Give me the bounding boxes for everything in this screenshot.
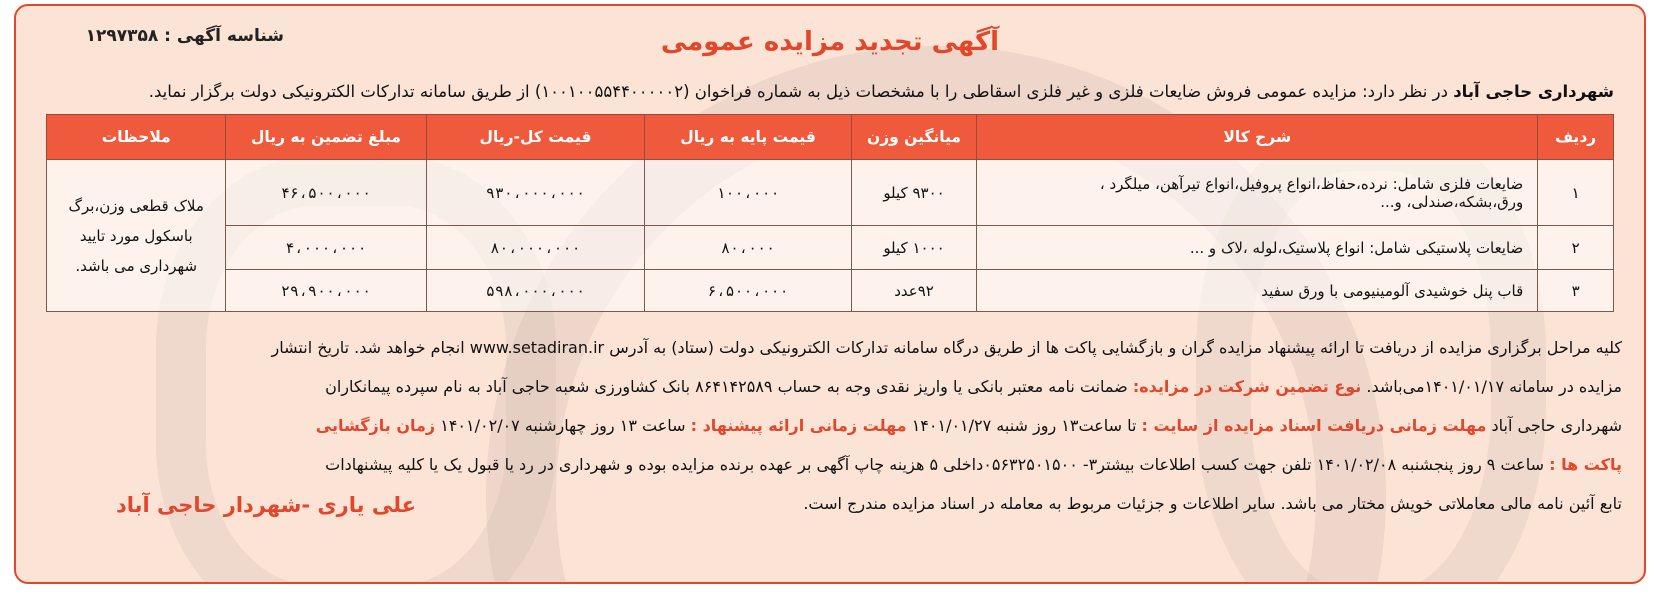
cell-total-price: ۵۹۸،۰۰۰،۰۰۰ — [426, 270, 645, 312]
table-row — [47, 270, 1614, 312]
cell-guarantee: ۲۹،۹۰۰،۰۰۰ — [226, 270, 426, 312]
cell-weight: ۹۲عدد — [851, 270, 976, 312]
cell-row-number: ۲ — [1538, 226, 1614, 270]
terms-line-3-start: شهرداری حاجی آباد — [1486, 416, 1622, 435]
terms-line-2 — [28, 367, 1622, 406]
guarantee-type-label: نوع تضمین شرکت در مزایده: — [1132, 377, 1362, 396]
cell-guarantee: ۴۶،۵۰۰،۰۰۰ — [226, 160, 426, 226]
cell-row-number: ۱ — [1538, 160, 1614, 226]
note-line: باسکول مورد تایید — [79, 226, 193, 245]
header-description: شرح کالا — [977, 115, 1538, 160]
offer-deadline-text: ساعت ۱۳ روز چهارشنبه ۱۴۰۱/۰۲/۰۷ — [435, 416, 691, 435]
opening-time-text: ساعت ۹ روز پنجشنبه ۱۴۰۱/۰۲/۰۸ تلفن جهت کسب اطلاعات بیشتر۳- ۰۵۶۳۲۵۰۱۵۰۰داخلی ۵ هزینه چاپ آگهی بر عهده برنده مزایده بوده و شهرداری در رد یا قبول یک یا کلیه پیشنهادات — [325, 455, 1550, 474]
header-base-price: قیمت پایه به ریال — [645, 115, 851, 160]
cell-description: ضایعات فلزی شامل: نرده،حفاظ،انواع پروفیل،انواع تیرآهن، میلگرد ، ورق،بشکه،صندلی، و... — [977, 160, 1538, 226]
cell-weight: ۹۳۰۰ کیلو — [851, 160, 976, 226]
terms-line-4 — [28, 445, 1622, 484]
terms-line-3 — [28, 406, 1622, 445]
cell-base-price: ۱۰۰،۰۰۰ — [645, 160, 851, 226]
cell-base-price: ۶،۵۰۰،۰۰۰ — [645, 270, 851, 312]
signature: علی یاری -شهردار حاجی آباد — [115, 493, 416, 517]
intro-paragraph — [26, 80, 1614, 104]
ad-id: شناسه آگهی : ۱۲۹۷۳۵۸ — [85, 26, 284, 46]
cell-row-number: ۳ — [1538, 270, 1614, 312]
envelopes-label: پاکت ها : — [1549, 455, 1622, 474]
table-header-row — [47, 115, 1614, 160]
cell-base-price: ۸۰،۰۰۰ — [645, 226, 851, 270]
cell-total-price: ۸۰،۰۰۰،۰۰۰ — [426, 226, 645, 270]
cell-description: ضایعات پلاستیکی شامل: انواع پلاستیک،لوله ،لاک و ... — [977, 226, 1538, 270]
organization-name: شهرداری حاجی آباد — [1453, 82, 1614, 101]
intro-text: در نظر دارد: مزایده عمومی فروش ضایعات فلزی و غیر فلزی اسقاطی را با مشخصات ذیل به شماره فراخوان (۱۰۰۱۰۰۵۵۴۴۰۰۰۰۰۲) از طریق سامانه تدارکات الکترونیکی دولت برگزار نماید. — [148, 82, 1454, 101]
cell-description: قاب پنل خوشیدی آلومینیومی با ورق سفید — [977, 270, 1538, 312]
publish-date-text: مزایده در سامانه ۱۴۰۱/۰۱/۱۷می‌باشد. — [1366, 377, 1622, 396]
guarantee-type-text: ضمانت نامه معتبر بانکی یا واریز نقدی وجه به حساب ۸۶۴۱۴۲۵۸۹ بانک کشاورزی شعبه حاجی آباد به نام سپرده پیمانکاران — [325, 377, 1133, 396]
terms-line-5: تابع آئین نامه مالی معاملاتی خویش مختار می باشد. سایر اطلاعات و جزئیات مربوط به معامله در اسناد مزایده مندرج است. — [803, 494, 1622, 513]
header-total-price: قیمت کل-ریال — [426, 115, 645, 160]
cell-notes — [47, 160, 226, 312]
note-line: شهرداری می باشد. — [75, 256, 198, 275]
terms-line-1: کلیه مراحل برگزاری مزایده از دریافت تا ارائه پیشنهاد مزایده گران و بازگشایی پاکت ها از طریق درگاه سامانه تدارکات الکترونیکی دولت (ستاد) به آدرس www.setadiran.ir انجام خواهد شد. تاریخ انتشار — [271, 338, 1622, 357]
opening-time-label: زمان بازگشایی — [315, 416, 436, 435]
cell-total-price: ۹۳۰،۰۰۰،۰۰۰ — [426, 160, 645, 226]
document-deadline-label: مهلت زمانی دریافت اسناد مزایده از سایت : — [1141, 416, 1487, 435]
document-deadline-text: تا ساعت۱۳ روز شنبه ۱۴۰۱/۰۱/۲۷ — [906, 416, 1142, 435]
ad-title: آگهی تجدید مزایده عمومی — [660, 27, 1000, 57]
items-table — [46, 114, 1614, 312]
note-line: ملاک قطعی وزن،برگ — [68, 196, 204, 215]
offer-deadline-label: مهلت زمانی ارائه پیشنهاد : — [690, 416, 907, 435]
header-guarantee: مبلغ تضمین به ریال — [226, 115, 426, 160]
header-weight: میانگین وزن — [851, 115, 976, 160]
cell-weight: ۱۰۰۰ کیلو — [851, 226, 976, 270]
header-notes: ملاحظات — [47, 115, 226, 160]
header-row-number: ردیف — [1538, 115, 1614, 160]
auction-advertisement — [14, 4, 1646, 584]
cell-guarantee: ۴،۰۰۰،۰۰۰ — [226, 226, 426, 270]
table-row — [47, 226, 1614, 270]
table-row — [47, 160, 1614, 226]
